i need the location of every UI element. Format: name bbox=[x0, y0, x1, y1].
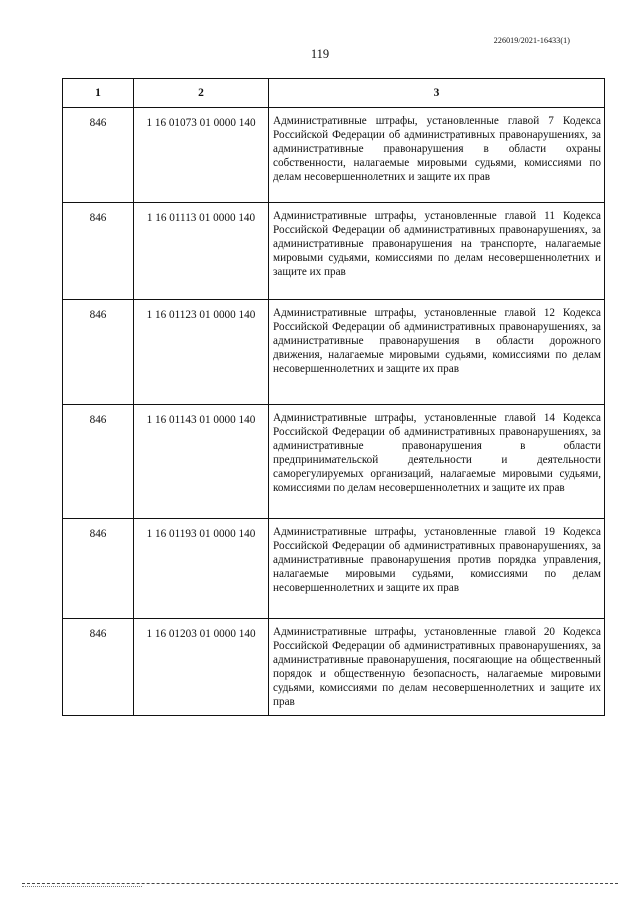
kbk-code-cell: 1 16 01073 01 0000 140 bbox=[134, 108, 269, 203]
column-header-2: 2 bbox=[134, 79, 269, 108]
description-cell: Административные штрафы, установленные главой 19 Кодекса Российской Федерации об административных правонарушениях, за административные правонарушения против порядка управления, налагаемые мировыми судьями, комиссиями по делам несовершеннолетних и защите их прав bbox=[269, 519, 605, 619]
header-row bbox=[63, 79, 605, 108]
kbk-code-cell: 1 16 01203 01 0000 140 bbox=[134, 619, 269, 716]
description-cell: Административные штрафы, установленные главой 11 Кодекса Российской Федерации об административных правонарушениях, за административные правонарушения на транспорте, налагаемые мировыми судьями, комиссиями по делам несовершеннолетних и защите их прав bbox=[269, 203, 605, 300]
fines-table bbox=[62, 78, 605, 716]
admin-code-cell: 846 bbox=[63, 405, 134, 519]
table-body bbox=[63, 108, 605, 716]
column-header-3: 3 bbox=[269, 79, 605, 108]
description-cell: Административные штрафы, установленные главой 14 Кодекса Российской Федерации об административных правонарушениях, за административные правонарушения в области предпринимательской деятельности и деятельности саморегулируемых организаций, налагаемые мировыми судьями, комиссиями по делам несовершеннолетних и защите их прав bbox=[269, 405, 605, 519]
table-header bbox=[63, 79, 605, 108]
scan-edge-line bbox=[22, 886, 142, 887]
table-row bbox=[63, 519, 605, 619]
admin-code-cell: 846 bbox=[63, 619, 134, 716]
table-row bbox=[63, 203, 605, 300]
kbk-code-cell: 1 16 01193 01 0000 140 bbox=[134, 519, 269, 619]
table-row bbox=[63, 619, 605, 716]
admin-code-cell: 846 bbox=[63, 203, 134, 300]
kbk-code-cell: 1 16 01113 01 0000 140 bbox=[134, 203, 269, 300]
scan-edge-line bbox=[22, 883, 618, 884]
admin-code-cell: 846 bbox=[63, 108, 134, 203]
admin-code-cell: 846 bbox=[63, 519, 134, 619]
page-number: 119 bbox=[310, 47, 330, 61]
column-header-1: 1 bbox=[63, 79, 134, 108]
admin-code-cell: 846 bbox=[63, 300, 134, 405]
document-code: 226019/2021-16433(1) bbox=[493, 36, 570, 45]
description-cell: Административные штрафы, установленные главой 20 Кодекса Российской Федерации об административных правонарушениях, за административные правонарушения, посягающие на общественный порядок и общественную безопасность, налагаемые мировыми судьями, комиссиями по делам несовершеннолетних и защите их прав bbox=[269, 619, 605, 716]
description-cell: Административные штрафы, установленные главой 7 Кодекса Российской Федерации об административных правонарушениях, за административные правонарушения в области охраны собственности, налагаемые мировыми судьями, комиссиями по делам несовершеннолетних и защите их прав bbox=[269, 108, 605, 203]
kbk-code-cell: 1 16 01123 01 0000 140 bbox=[134, 300, 269, 405]
table-row bbox=[63, 300, 605, 405]
table-row bbox=[63, 108, 605, 203]
kbk-code-cell: 1 16 01143 01 0000 140 bbox=[134, 405, 269, 519]
table-row bbox=[63, 405, 605, 519]
description-cell: Административные штрафы, установленные главой 12 Кодекса Российской Федерации об административных правонарушениях, за административные правонарушения в области дорожного движения, налагаемые мировыми судьями, комиссиями по делам несовершеннолетних и защите их прав bbox=[269, 300, 605, 405]
